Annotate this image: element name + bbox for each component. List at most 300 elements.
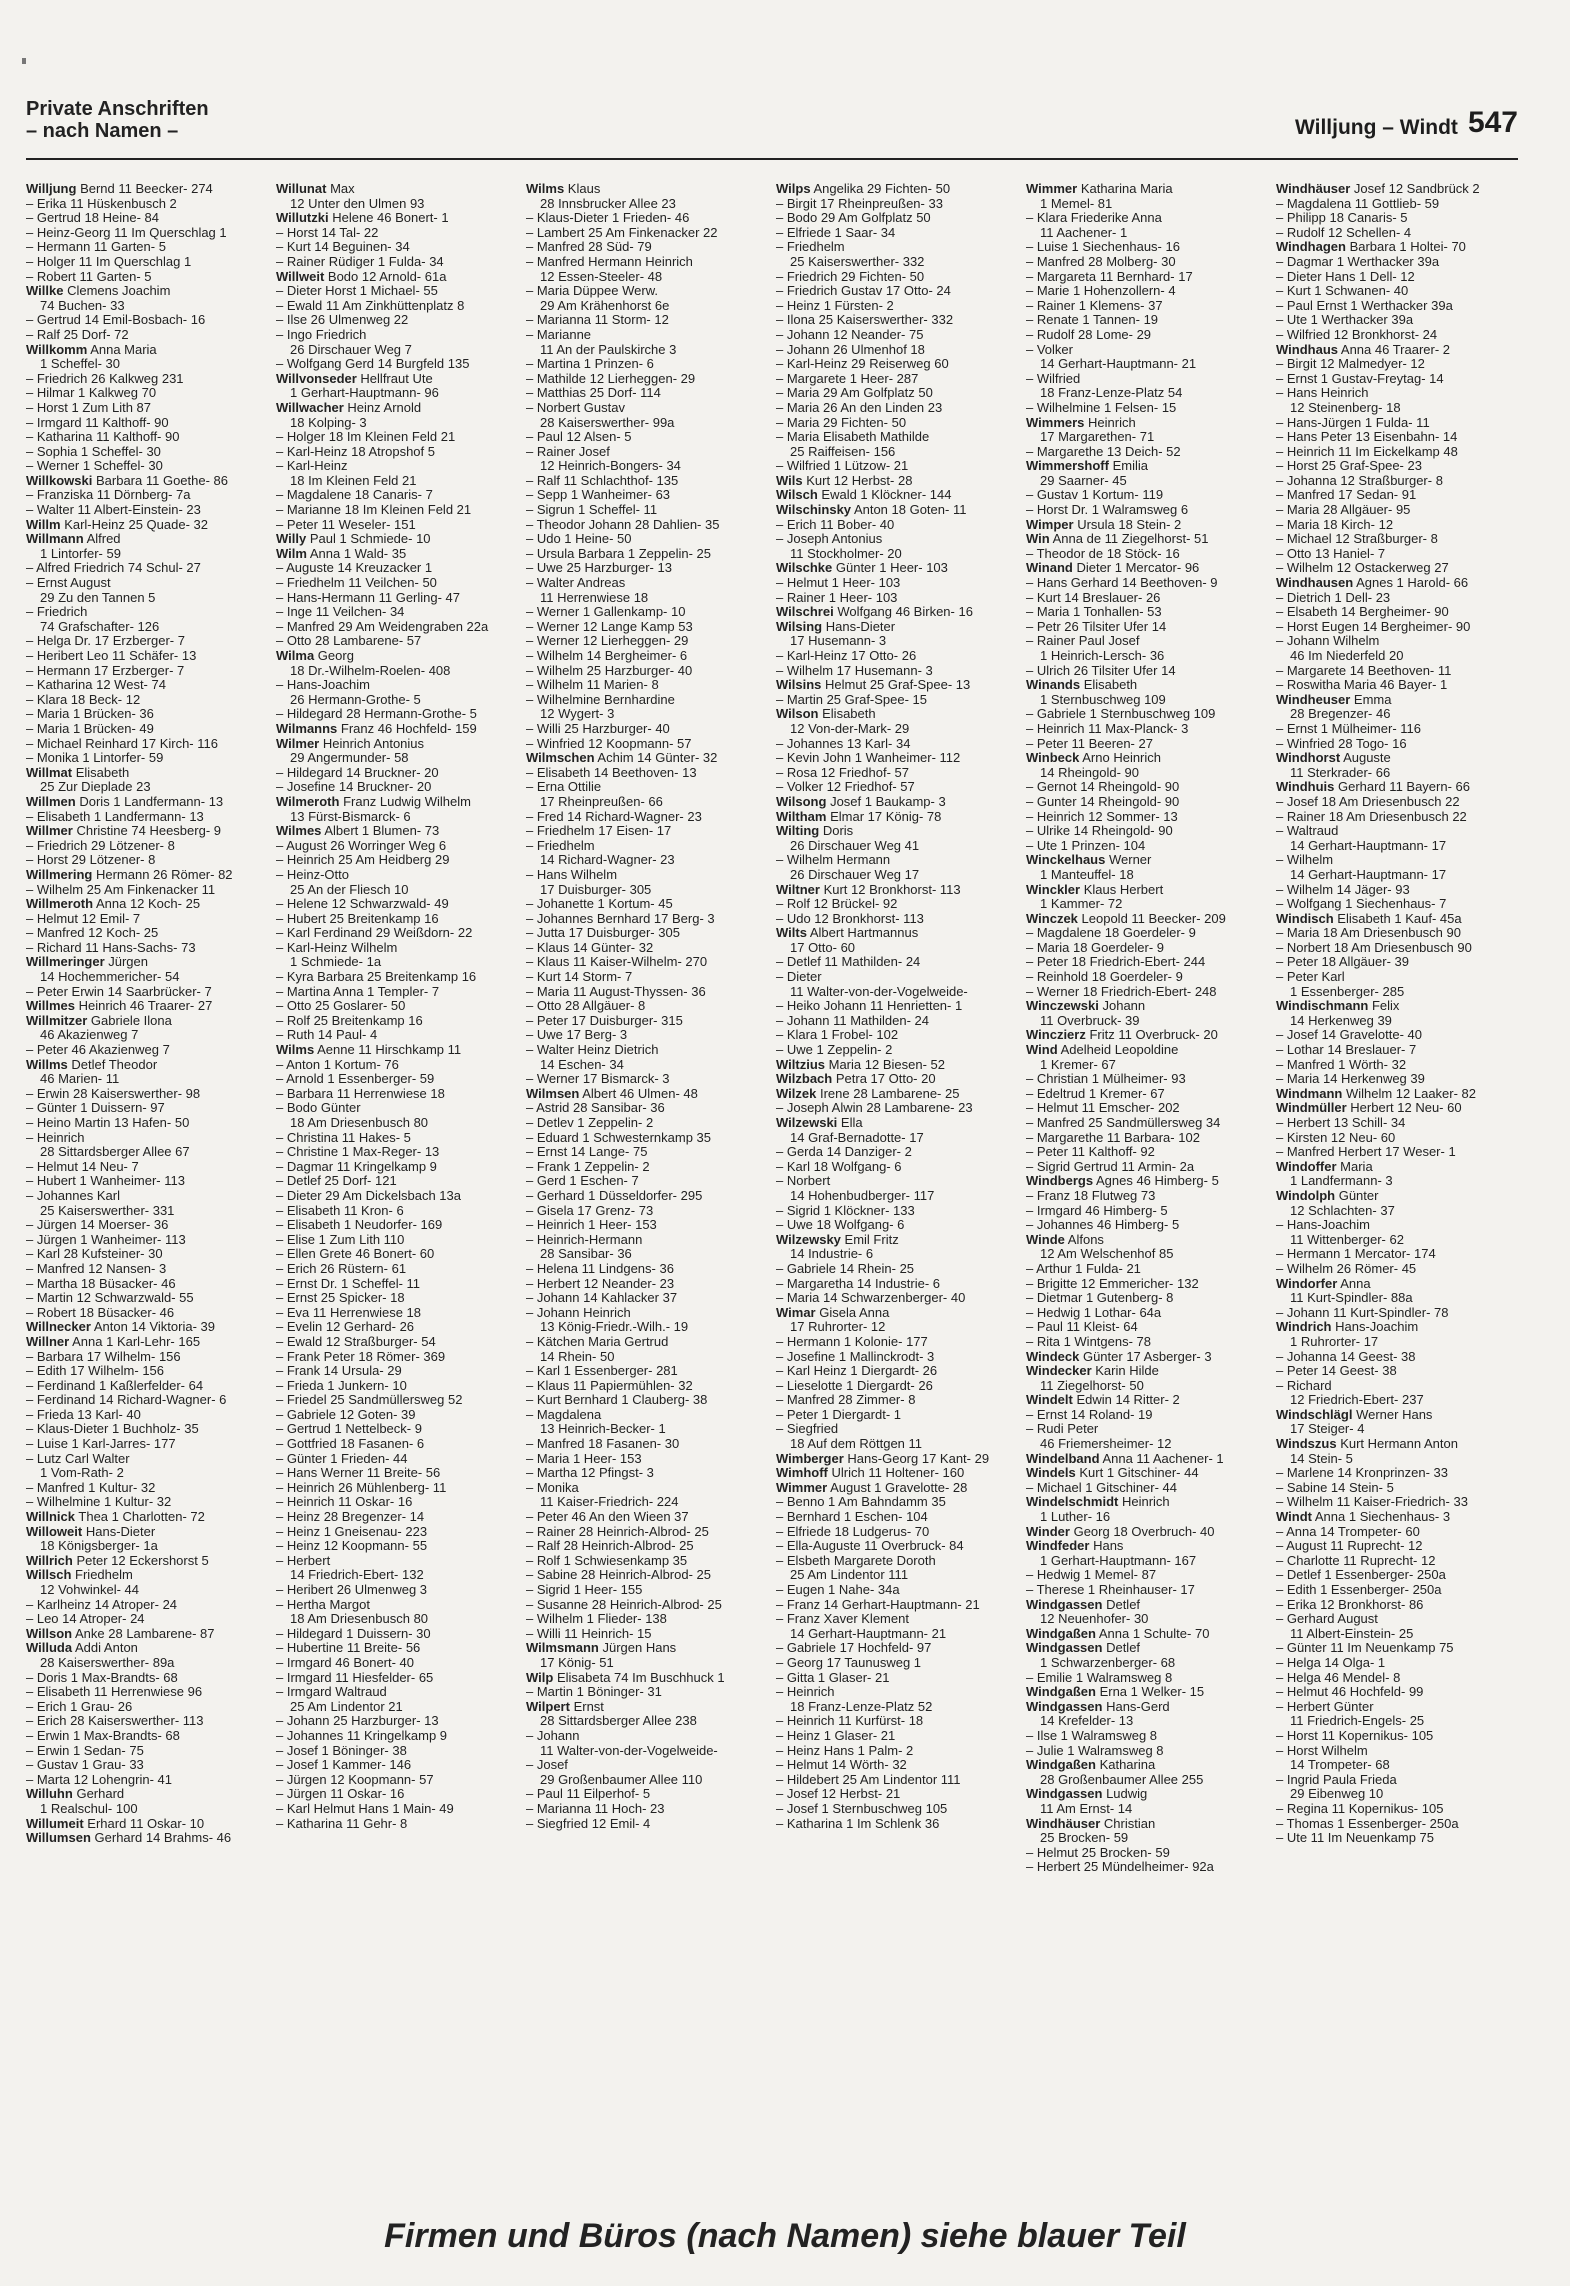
entry-details: – Helmut 25 Brocken- 59 (1026, 1845, 1170, 1860)
directory-entry (276, 1262, 516, 1277)
directory-entry (276, 868, 516, 883)
entry-details: 11 Walter-von-der-Vogelweide- (790, 984, 968, 999)
entry-details: 25 Raiffeisen- 156 (790, 444, 896, 459)
surname: Willmeringer (26, 955, 105, 970)
directory-entry (1026, 1802, 1266, 1817)
entry-details: – Ferdinand 1 Kaßlerfelder- 64 (26, 1378, 204, 1393)
directory-entry (526, 1189, 766, 1204)
directory-entry (26, 313, 266, 328)
entry-details: – Ilona 25 Kaiserswerther- 332 (776, 313, 954, 328)
entry-details: – Karl-Heinz 29 Reiserweg 60 (776, 357, 949, 372)
entry-details: Elmar 17 König- 78 (830, 809, 942, 824)
entry-details: – Friedrich 26 Kalkweg 231 (26, 371, 184, 386)
entry-details: 14 Friedrich-Ebert- 132 (290, 1568, 424, 1583)
entry-details: – Rolf 25 Breitenkamp 16 (276, 1013, 423, 1028)
directory-entry (526, 211, 766, 226)
directory-entry (776, 1612, 1016, 1627)
directory-entry (776, 1744, 1016, 1759)
entry-details: 12 Friedrich-Ebert- 237 (1290, 1393, 1424, 1408)
directory-entry (1276, 766, 1516, 781)
entry-details: – Wilhelm 14 Bergheimer- 6 (526, 649, 688, 663)
entry-details: 28 Sittardsberger Allee 67 (40, 1145, 190, 1160)
directory-entry (276, 372, 516, 387)
entry-details: 11 Sterkrader- 66 (1290, 765, 1391, 780)
entry-details: – Frieda 13 Karl- 40 (26, 1407, 141, 1422)
surname: Wilms (526, 182, 565, 196)
directory-entry (526, 912, 766, 927)
entry-details: – Werner 1 Gallenkamp- 10 (526, 605, 686, 620)
entry-details: 26 Dirschauer Weg 7 (290, 342, 412, 357)
directory-entry (776, 1641, 1016, 1656)
directory-entry (26, 474, 266, 489)
surname: Wilting (776, 824, 820, 839)
directory-entry (276, 1554, 516, 1569)
entry-details: 1 Kremer- 67 (1040, 1057, 1116, 1072)
page-mark (22, 58, 26, 64)
directory-entry (1276, 1160, 1516, 1175)
entry-details: – Maria 18 Goerdeler- 9 (1026, 940, 1165, 955)
entry-details: Barbara 1 Holtei- 70 (1349, 240, 1466, 255)
entry-details: Josef 12 Sandbrück 2 (1353, 182, 1480, 196)
directory-entry (276, 1364, 516, 1379)
entry-details: Detlef (1106, 1597, 1141, 1612)
surname: Windhausen (1276, 576, 1354, 591)
directory-entry (1026, 868, 1266, 883)
entry-details: Karl-Heinz 25 Quade- 32 (64, 517, 208, 532)
entry-details: – Josef 1 Sternbuschweg 105 (776, 1801, 948, 1816)
entry-details: Jürgen Hans (602, 1641, 677, 1656)
directory-entry (1276, 1598, 1516, 1613)
directory-entry (26, 1218, 266, 1233)
entry-details: – Theodor Johann 28 Dahlien- 35 (526, 517, 720, 532)
entry-details: Gabriele Ilona (90, 1013, 172, 1028)
entry-details: – Johannes Karl (26, 1188, 120, 1203)
entry-details: Albert 46 Ulmen- 48 (582, 1086, 698, 1101)
entry-details: – Josef 12 Herbst- 21 (776, 1787, 901, 1802)
entry-details: Helene 46 Bonert- 1 (332, 211, 449, 226)
name-range: Willjung – Windt (1295, 116, 1458, 139)
directory-entry (26, 693, 266, 708)
entry-details: Wilhelm 12 Laaker- 82 (1345, 1086, 1477, 1101)
directory-entry (26, 430, 266, 445)
entry-details: – Maria 28 Allgäuer- 95 (1276, 503, 1411, 518)
directory-entry (276, 1627, 516, 1642)
directory-entry (776, 416, 1016, 431)
entry-details: Petra 17 Otto- 20 (835, 1072, 936, 1087)
directory-entry (1026, 284, 1266, 299)
directory-entry (1276, 1539, 1516, 1554)
surname: Wilzewsky (776, 1232, 841, 1247)
directory-entry (276, 1787, 516, 1802)
directory-entry (1276, 1612, 1516, 1627)
surname: Willrich (26, 1553, 73, 1568)
directory-entry (1276, 226, 1516, 241)
directory-entry (526, 824, 766, 839)
surname: Wimhoff (776, 1466, 828, 1481)
surname: Windgaßen (1026, 1758, 1096, 1773)
entry-details: 11 Stockholmer- 20 (790, 546, 902, 561)
entry-details: Heinrich (1121, 1495, 1170, 1510)
directory-entry (776, 372, 1016, 387)
directory-entry (1276, 561, 1516, 576)
directory-entry (1026, 240, 1266, 255)
directory-entry (526, 445, 766, 460)
directory-entry (26, 445, 266, 460)
entry-details: – Sigrid Gertrud 11 Armin- 2a (1026, 1159, 1195, 1174)
directory-entry (526, 1481, 766, 1496)
directory-entry (526, 1101, 766, 1116)
entry-details: – Rainer 18 Am Driesenbusch 22 (1276, 809, 1467, 824)
directory-entry (26, 1773, 266, 1788)
entry-details: – Kevin John 1 Wanheimer- 112 (776, 751, 961, 766)
entry-details: Agnes 1 Harold- 66 (1356, 576, 1469, 591)
directory-entry (1276, 941, 1516, 956)
entry-details: 11 An der Paulskirche 3 (540, 342, 677, 357)
entry-details: – Ella-Auguste 11 Overbruck- 84 (776, 1539, 964, 1554)
directory-entry (276, 1160, 516, 1175)
entry-details: – Werner 12 Lierheggen- 29 (526, 634, 689, 649)
directory-entry (276, 1087, 516, 1102)
entry-details: – Gerda 14 Danziger- 2 (776, 1145, 912, 1160)
surname: Willmat (26, 765, 73, 780)
directory-entry (1026, 1744, 1266, 1759)
directory-entry (276, 182, 516, 197)
entry-details: – Werner 17 Bismarck- 3 (526, 1072, 670, 1087)
entry-details: Albert 1 Blumen- 73 (324, 824, 440, 839)
entry-details: 46 Akazienweg 7 (40, 1028, 139, 1043)
entry-details: – Heinz-Otto (276, 867, 349, 882)
directory-entry (1026, 182, 1266, 197)
directory-entry (1276, 1671, 1516, 1686)
directory-entry (526, 1525, 766, 1540)
directory-entry (1026, 255, 1266, 270)
entry-details: – Gerhard August (1276, 1612, 1378, 1627)
directory-entry (1026, 1379, 1266, 1394)
directory-entry (276, 1685, 516, 1700)
surname: Wimmer (776, 1480, 828, 1495)
entry-details: – Marianna 11 Storm- 12 (526, 313, 669, 328)
surname: Willner (26, 1334, 70, 1349)
entry-details: 14 Gerhart-Hauptmann- 17 (1290, 838, 1447, 853)
directory-entry (276, 1583, 516, 1598)
entry-details: – Johannes 46 Himberg- 5 (1026, 1218, 1180, 1233)
directory-entry (276, 1131, 516, 1146)
entry-details: Anke 28 Lambarene- 87 (75, 1626, 215, 1641)
entry-details: 11 Friedrich-Engels- 25 (1290, 1714, 1425, 1729)
directory-entry (276, 634, 516, 649)
surname: Wilsch (776, 488, 818, 503)
entry-details: – Lutz Carl Walter (26, 1451, 130, 1466)
directory-entry (1276, 839, 1516, 854)
entry-details: – Detlef 1 Essenberger- 250a (1276, 1568, 1446, 1583)
entry-details: Katharina Maria (1080, 182, 1173, 196)
directory-entry (26, 1262, 266, 1277)
directory-entry (276, 1277, 516, 1292)
directory-entry (26, 1671, 266, 1686)
surname: Winde (1026, 1232, 1065, 1247)
entry-details: – Waltraud (1276, 824, 1339, 839)
entry-details: 14 Graf-Bernadotte- 17 (790, 1130, 924, 1145)
entry-details: – Martha 12 Pfingst- 3 (526, 1466, 654, 1481)
directory-entry (1276, 868, 1516, 883)
entry-details: Katharina (1099, 1758, 1156, 1773)
entry-details: Agnes 46 Himberg- 5 (1095, 1174, 1219, 1189)
directory-entry (26, 780, 266, 795)
directory-entry (26, 883, 266, 898)
entry-details: 13 König-Friedr.-Wilh.- 19 (540, 1320, 689, 1335)
directory-entry (1276, 430, 1516, 445)
directory-entry (1276, 795, 1516, 810)
entry-details: 17 Otto- 60 (790, 940, 856, 955)
directory-entry (1276, 1350, 1516, 1365)
entry-details: – Herbert 13 Schill- 34 (1276, 1116, 1406, 1130)
entry-details: Maria 12 Biesen- 52 (828, 1057, 945, 1072)
entry-details: 1 Landfermann- 3 (1290, 1174, 1393, 1189)
directory-entry (776, 912, 1016, 927)
entry-details: – Marie 1 Hohenzollern- 4 (1026, 284, 1176, 299)
directory-entry (1026, 1072, 1266, 1087)
directory-entry (1276, 605, 1516, 620)
entry-details: – Jürgen 14 Moerser- 36 (26, 1218, 169, 1233)
directory-entry (1276, 634, 1516, 649)
entry-details: – Klaus-Dieter 1 Frieden- 46 (526, 211, 690, 226)
surname: Winands (1026, 678, 1081, 693)
directory-entry (1026, 737, 1266, 752)
entry-details: 1 Scheffel- 30 (40, 357, 120, 372)
surname: Wilps (776, 182, 811, 196)
directory-entry (1026, 547, 1266, 562)
entry-details: Anna 1 Siechenhaus- 3 (1314, 1510, 1451, 1525)
directory-entry (276, 897, 516, 912)
directory-entry (1276, 1277, 1516, 1292)
directory-entry (1276, 1831, 1516, 1846)
entry-details: – Maria Düppee Werw. (526, 284, 658, 299)
surname: Windgaßen (1026, 1685, 1096, 1700)
surname: Windhorst (1276, 751, 1341, 766)
directory-entry (1026, 1481, 1266, 1496)
directory-entry (1276, 1729, 1516, 1744)
directory-entry (526, 1641, 766, 1656)
directory-entry (1026, 1335, 1266, 1350)
directory-entry (26, 1641, 266, 1656)
directory-entry (526, 693, 766, 708)
entry-details: – Dagmar 1 Werthacker 39a (1276, 254, 1440, 269)
directory-entry (276, 751, 516, 766)
directory-entry (526, 1685, 766, 1700)
entry-details: – Renate 1 Tannen- 19 (1026, 313, 1159, 328)
entry-details: – Matthias 25 Dorf- 114 (526, 386, 661, 401)
directory-entry (1026, 1101, 1266, 1116)
entry-details: Kurt 12 Herbst- 28 (806, 473, 913, 488)
entry-details: – Martin 1 Böninger- 31 (526, 1685, 662, 1700)
entry-details: – Manfred 1 Kultur- 32 (26, 1480, 156, 1495)
directory-entry (26, 503, 266, 518)
entry-details: – Heribert 26 Ulmenweg 3 (276, 1583, 428, 1597)
entry-details: – Johann Wilhelm (1276, 634, 1380, 649)
surname: Windmann (1276, 1086, 1343, 1101)
directory-entry (1026, 1218, 1266, 1233)
directory-entry (1276, 1291, 1516, 1306)
entry-details: – Karl Heinz 1 Diergardt- 26 (776, 1364, 938, 1379)
entry-details: – Karl-Heinz 17 Otto- 26 (776, 649, 917, 663)
entry-details: – Friedrich 29 Fichten- 50 (776, 269, 925, 284)
entry-details: – Frank 14 Ursula- 29 (276, 1364, 402, 1379)
entry-details: Anna 46 Traarer- 2 (1340, 342, 1451, 357)
entry-details: – Maria 1 Heer- 153 (526, 1451, 642, 1466)
surname: Wilp (526, 1670, 554, 1685)
directory-entry (776, 1306, 1016, 1321)
directory-entry (526, 722, 766, 737)
entry-details: 25 An der Fliesch 10 (290, 882, 409, 897)
directory-entry (776, 1408, 1016, 1423)
directory-entry (526, 1028, 766, 1043)
entry-details: – Heinz 28 Bregenzer- 14 (276, 1510, 425, 1525)
directory-entry (1026, 605, 1266, 620)
directory-entry (526, 343, 766, 358)
directory-entry (26, 1466, 266, 1481)
entry-details: – Gabriele 14 Rhein- 25 (776, 1261, 915, 1276)
directory-entry (776, 226, 1016, 241)
directory-entry (1026, 1408, 1266, 1423)
entry-details: Ulrich 11 Holtener- 160 (831, 1466, 965, 1481)
directory-entry (776, 1510, 1016, 1525)
entry-details: – Heinrich-Hermann (526, 1232, 643, 1247)
entry-details: Anna 1 Schulte- 70 (1098, 1626, 1210, 1641)
directory-entry (1276, 1116, 1516, 1131)
directory-entry (1026, 678, 1266, 693)
entry-details: – Ewald 11 Am Zinkhüttenplatz 8 (276, 298, 465, 313)
directory-entry (526, 1364, 766, 1379)
surname: Windfeder (1026, 1539, 1090, 1554)
directory-entry (526, 1656, 766, 1671)
surname: Willy (276, 532, 307, 547)
directory-entry (526, 1510, 766, 1525)
entry-details: – Hermann 17 Erzberger- 7 (26, 663, 185, 678)
entry-details: – Johann Heinrich (526, 1305, 631, 1320)
entry-details: – Rainer 1 Heer- 103 (776, 590, 898, 605)
directory-entry (1026, 1817, 1266, 1832)
directory-entry (526, 795, 766, 810)
entry-details: – Helmut 14 Neu- 7 (26, 1159, 139, 1174)
entry-details: Anna Maria (90, 342, 157, 357)
directory-entry (526, 1466, 766, 1481)
entry-details: – Volker 12 Friedhof- 57 (776, 780, 915, 795)
entry-details: – Ruth 14 Paul- 4 (276, 1028, 378, 1043)
entry-details: 12 Essen-Steeler- 48 (540, 269, 663, 284)
directory-entry (776, 883, 1016, 898)
entry-details: Heinrich Antonius (322, 736, 425, 751)
entry-details: Erna 1 Welker- 15 (1099, 1685, 1205, 1700)
directory-entry (276, 518, 516, 533)
directory-entry (1276, 270, 1516, 285)
entry-details: 14 Hohenbudberger- 117 (790, 1188, 935, 1203)
directory-entry (276, 270, 516, 285)
directory-entry (1026, 1495, 1266, 1510)
directory-entry (276, 1437, 516, 1452)
surname: Windecker (1026, 1364, 1092, 1379)
entry-details: Heinrich (1088, 415, 1136, 430)
directory-entry (1276, 955, 1516, 970)
entry-details: – Katharina 11 Gehr- 8 (276, 1816, 408, 1831)
directory-entry (276, 1247, 516, 1262)
directory-entry (1276, 751, 1516, 766)
entry-details: Emilia (1112, 459, 1148, 474)
entry-details: 18 Am Driesenbusch 80 (290, 1612, 429, 1627)
directory-entry (26, 1379, 266, 1394)
directory-entry (1276, 343, 1516, 358)
entry-details: – Rainer 28 Heinrich-Albrod- 25 (526, 1524, 709, 1539)
entry-details: – Leo 14 Atroper- 24 (26, 1612, 145, 1627)
directory-entry (776, 445, 1016, 460)
directory-entry (276, 1758, 516, 1773)
directory-entry (776, 1393, 1016, 1408)
directory-entry (276, 1101, 516, 1116)
surname: Windelt (1026, 1393, 1073, 1408)
directory-entry (776, 547, 1016, 562)
entry-details: – Helga 46 Mendel- 8 (1276, 1670, 1401, 1685)
entry-details: Franz 46 Hochfeld- 159 (340, 721, 477, 736)
entry-details: – Rolf 1 Schwiesenkamp 35 (526, 1553, 688, 1568)
entry-details: – Wilhelm (1276, 853, 1334, 868)
entry-details: – Karl-Heinz 18 Atropshof 5 (276, 444, 435, 459)
directory-entry (526, 1495, 766, 1510)
entry-details: – Udo 12 Bronkhorst- 113 (776, 911, 924, 926)
entry-details: 11 Am Ernst- 14 (1040, 1801, 1133, 1816)
entry-details: 1 Ruhrorter- 17 (1290, 1334, 1379, 1349)
entry-details: – Winfried 12 Koopmann- 57 (526, 736, 692, 751)
surname: Willwacher (276, 400, 344, 415)
directory-entry (26, 1174, 266, 1189)
directory-entry (1026, 561, 1266, 576)
entry-details: 14 Gerhart-Hauptmann- 21 (1040, 357, 1197, 372)
surname: Windhäuser (1026, 1816, 1101, 1831)
directory-entry (1026, 1714, 1266, 1729)
entry-details: Gerhard (76, 1787, 125, 1802)
entry-details: – Maria 26 An den Linden 23 (776, 400, 943, 415)
entry-details: – Magdalene 18 Canaris- 7 (276, 488, 433, 503)
entry-details: – Ute 1 Prinzen- 104 (1026, 838, 1146, 853)
directory-entry (276, 226, 516, 241)
entry-details: – Evelin 12 Gerhard- 26 (276, 1320, 415, 1335)
entry-details: – Johann 12 Neander- 75 (776, 327, 924, 342)
directory-entry (26, 605, 266, 620)
directory-entry (276, 1408, 516, 1423)
directory-entry (1276, 1233, 1516, 1248)
directory-entry (526, 197, 766, 212)
directory-entry (26, 839, 266, 854)
directory-entry (276, 766, 516, 781)
directory-entry (1276, 1641, 1516, 1656)
entry-details: – Georg 17 Taunusweg 1 (776, 1655, 922, 1670)
directory-entry (26, 1422, 266, 1437)
surname: Wimar (776, 1305, 816, 1320)
surname: Wimmers (1026, 415, 1085, 430)
directory-entry (276, 1320, 516, 1335)
footer-note: Firmen und Büros (nach Namen) siehe blauer Teil (384, 2217, 1186, 2255)
entry-details: – Norbert (776, 1174, 831, 1189)
entry-details: Elisabeth (822, 707, 876, 722)
entry-details: – Holger 18 Im Kleinen Feld 21 (276, 430, 456, 445)
surname: Willumeit (26, 1816, 84, 1831)
directory-entry (776, 1014, 1016, 1029)
directory-entry (276, 693, 516, 708)
directory-entry (1276, 284, 1516, 299)
directory-entry (26, 1408, 266, 1423)
directory-entry (776, 1379, 1016, 1394)
entry-details: – Gabriele 17 Hochfeld- 97 (776, 1641, 932, 1656)
directory-entry (1276, 357, 1516, 372)
entry-details: Helmut 25 Graf-Spee- 13 (825, 678, 971, 693)
